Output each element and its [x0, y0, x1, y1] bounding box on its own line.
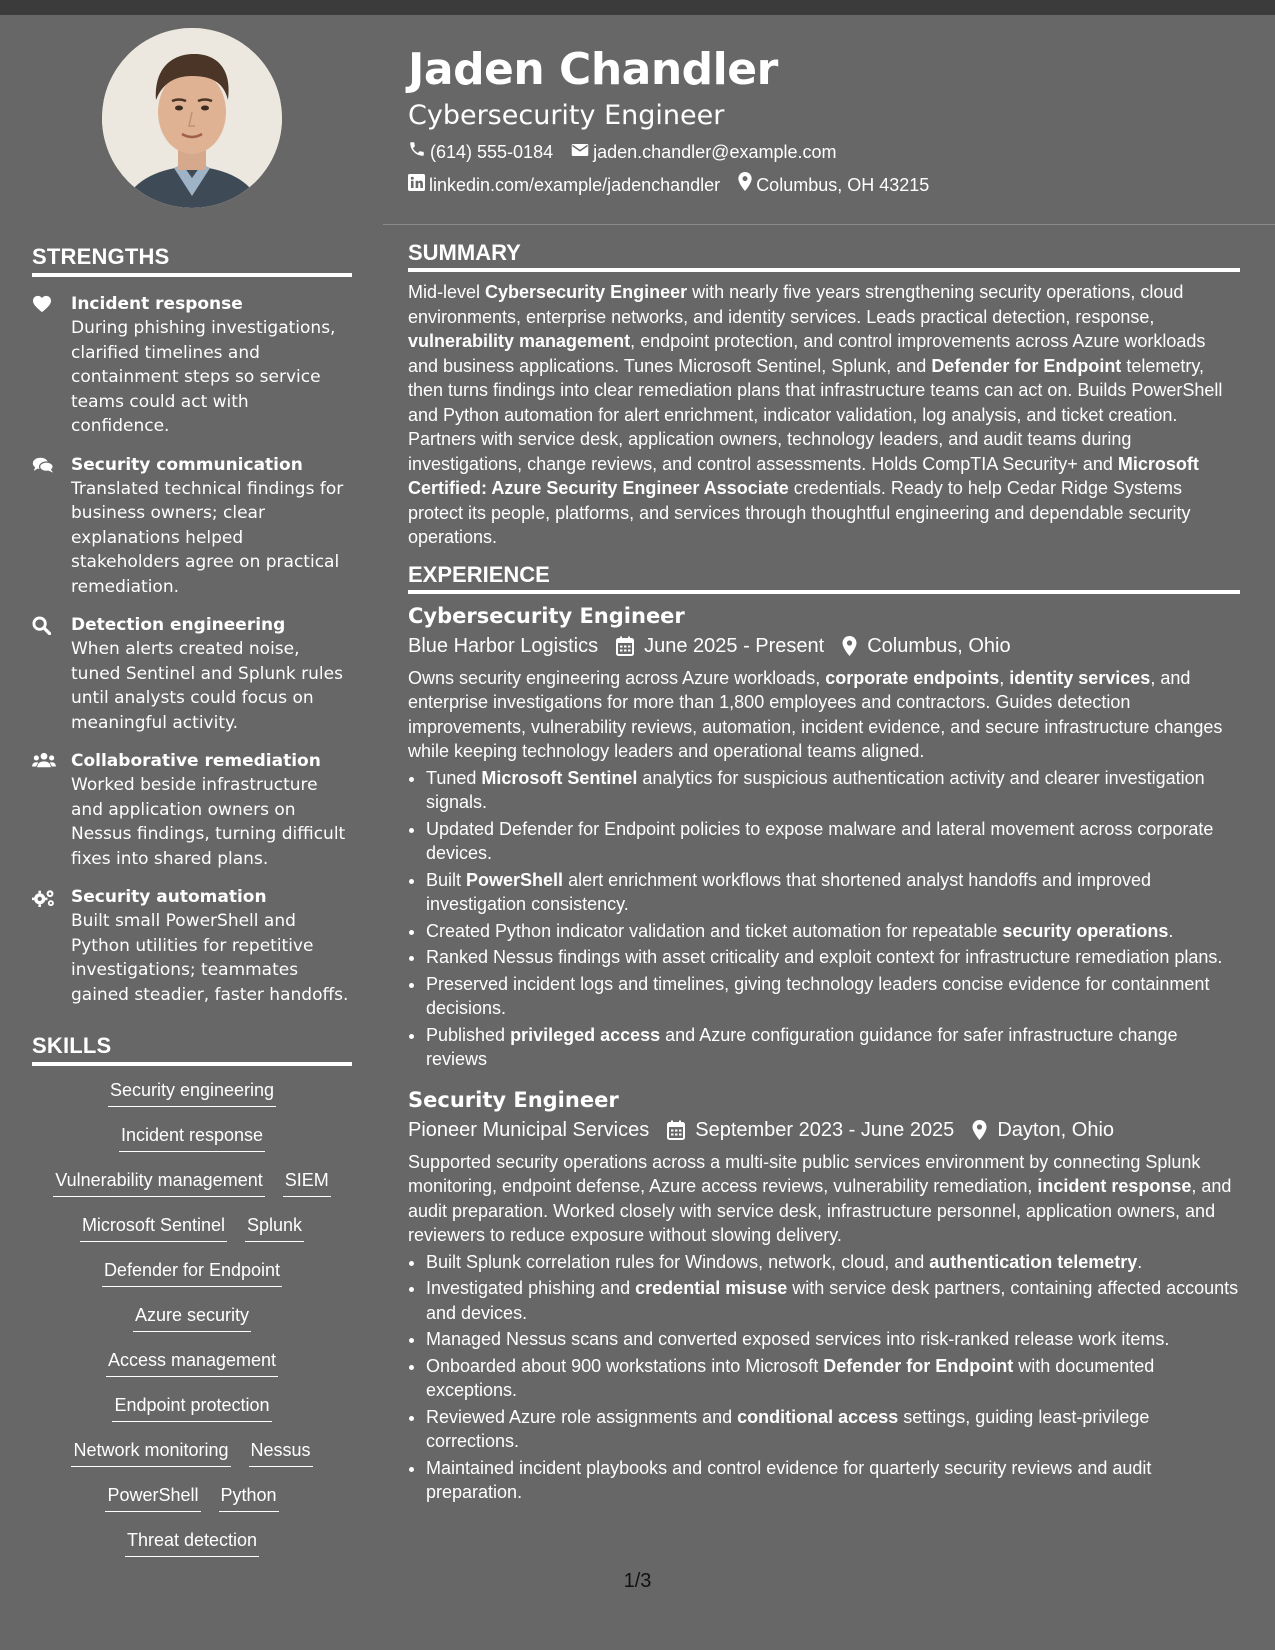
skill-tag: Splunk [245, 1213, 304, 1242]
bold-keyword: incident response [1037, 1176, 1192, 1196]
skill-row [32, 1393, 352, 1438]
main-content [408, 240, 1240, 1507]
strength-item [32, 885, 352, 1007]
phone-number: (614) 555-0184 [430, 142, 554, 162]
job-bullet: • Maintained incident playbooks and control evidence for quarterly security reviews and audit preparation. [426, 1456, 1240, 1505]
job-entry [408, 602, 1240, 1072]
job-bullet: • Ranked Nessus findings with asset criticality and exploit context for infrastructure remediation plans. [426, 945, 1240, 970]
company-name: Blue Harbor Logistics [408, 634, 599, 657]
linkedin-icon [408, 173, 429, 197]
contact-row-2 [408, 172, 1248, 197]
skill-tag: PowerShell [105, 1483, 200, 1512]
bold-keyword: Defender for Endpoint [823, 1355, 1014, 1376]
job-bullet: • Built Splunk correlation rules for Windows, network, cloud, and authentication telemetry. [426, 1250, 1240, 1275]
skill-row [32, 1123, 352, 1168]
skill-row [32, 1303, 352, 1348]
job-bullet: • Investigated phishing and credential misuse with service desk partners, containing affected accounts and devices. [426, 1276, 1240, 1325]
bold-keyword: Microsoft Sentinel [481, 767, 638, 788]
skill-tag: Nessus [249, 1438, 313, 1467]
strength-title: Security automation [71, 887, 267, 907]
candidate-title: Cybersecurity Engineer [408, 100, 725, 131]
skill-row [32, 1078, 352, 1123]
job-location: Dayton, Ohio [997, 1118, 1115, 1141]
bold-keyword: Cybersecurity Engineer [485, 282, 688, 302]
skill-row [32, 1258, 352, 1303]
job-bullet: • Managed Nessus scans and converted exposed services into risk-ranked release work items. [426, 1327, 1240, 1352]
skill-tag: Vulnerability management [53, 1168, 264, 1197]
summary-heading: SUMMARY [408, 240, 1240, 272]
job-dates: June 2025 - Present [644, 634, 825, 657]
calendar-icon [616, 636, 644, 656]
page-number: 1/3 [623, 1570, 652, 1592]
company-name: Pioneer Municipal Services [408, 1118, 650, 1141]
skill-tag: SIEM [283, 1168, 331, 1197]
profile-photo [102, 28, 282, 208]
bold-keyword: security operations [1002, 920, 1169, 941]
job-title: Cybersecurity Engineer [408, 603, 685, 628]
bold-keyword: authentication telemetry [929, 1251, 1138, 1272]
bold-keyword: Microsoft Certified: Azure Security Engineer Associate [408, 453, 1199, 498]
skills-heading: SKILLS [32, 1033, 352, 1066]
strength-description: Translated technical findings for business owners; clear explanations helped stakeholders agree on practical remediation. [71, 478, 344, 597]
skill-tag: Incident response [119, 1123, 265, 1152]
bold-keyword: identity services [1009, 667, 1151, 688]
skill-row [32, 1213, 352, 1258]
skill-tag: Azure security [133, 1303, 251, 1332]
header-divider [383, 224, 1275, 225]
skill-tag: Threat detection [125, 1528, 259, 1557]
top-bar [0, 0, 1275, 15]
candidate-name: Jaden Chandler [408, 44, 778, 95]
experience-heading: EXPERIENCE [408, 562, 1240, 594]
job-bullet: • Preserved incident logs and timelines, giving technology leaders concise evidence for containment decisions. [426, 972, 1240, 1021]
sidebar [32, 28, 352, 1573]
calendar-icon [667, 1120, 695, 1140]
chat-icon [32, 456, 54, 474]
strength-title: Incident response [71, 294, 243, 314]
bold-keyword: vulnerability management [408, 331, 631, 351]
phone-icon [408, 140, 430, 164]
job-bullet: • Created Python indicator validation and ticket automation for repeatable security operations. [426, 919, 1240, 944]
job-bullets [408, 1250, 1240, 1505]
bold-keyword: privileged access [510, 1024, 661, 1045]
bold-keyword: conditional access [737, 1406, 899, 1427]
linkedin-link[interactable]: linkedin.com/example/jadenchandler [429, 174, 721, 195]
strength-description: Built small PowerShell and Python utilities for repetitive investigations; teammates gained steadier, faster handoffs. [71, 911, 349, 1005]
bold-keyword: Defender for Endpoint [931, 355, 1122, 376]
skill-tag: Microsoft Sentinel [80, 1213, 227, 1242]
job-bullets [408, 766, 1240, 1072]
bold-keyword: credential misuse [635, 1278, 788, 1298]
contact-row-1 [408, 140, 1248, 164]
bold-keyword: PowerShell [466, 869, 564, 890]
skill-tag: Python [219, 1483, 279, 1512]
job-bullet: • Published privileged access and Azure configuration guidance for safer infrastructure change reviews [426, 1023, 1240, 1072]
map-pin-icon [738, 172, 756, 197]
map-pin-icon [842, 636, 867, 656]
skill-tag: Defender for Endpoint [102, 1258, 282, 1287]
job-title: Security Engineer [408, 1087, 619, 1112]
strength-item [32, 613, 352, 735]
map-pin-icon [972, 1120, 997, 1140]
location-text: Columbus, OH 43215 [756, 174, 930, 195]
heart-icon [32, 295, 54, 313]
job-bullet: • Updated Defender for Endpoint policies to expose malware and lateral movement across corporate devices. [426, 817, 1240, 866]
bold-keyword: corporate endpoints [825, 667, 1000, 688]
strength-description: Worked beside infrastructure and application owners on Nessus findings, turning difficult fixes into shared plans. [71, 775, 346, 869]
summary-text: Mid-level Cybersecurity Engineer with nearly five years strengthening security operations, cloud environments, enterprise networks, and identity services. Leads practical detection, response, vulnerability management, endpoint protection, and control improvements across Azure workloads and business applications. Tunes Microsoft Sentinel, Splunk, and Defender for Endpoint telemetry, then turns findings into clear remediation plans that infrastructure teams can act on. Builds PowerShell and Python automation for alert enrichment, indicator validation, log analysis, and ticket creation. Partners with service desk, application owners, technology leaders, and audit teams during investigations, change reviews, and control assessments. Holds CompTIA Security+ and Microsoft Certified: Azure Security Engineer Associate credentials. Ready to help Cedar Ridge Systems protect its people, platforms, and services through thoughtful engineering and dependable security operations. [408, 282, 1223, 547]
skill-tag: Endpoint protection [112, 1393, 271, 1422]
email-link[interactable]: jaden.chandler@example.com [593, 142, 837, 162]
job-bullet: • Reviewed Azure role assignments and conditional access settings, guiding least-privilege corrections. [426, 1405, 1240, 1454]
users-icon [32, 752, 54, 770]
strength-title: Collaborative remediation [71, 751, 321, 771]
job-description: Owns security engineering across Azure workloads, corporate endpoints, identity services, and enterprise investigations for more than 1,800 employees and contractors. Guides detection improvements, vulnerability reviews, automation, incident evidence, and secure infrastructure changes while keeping technology leaders and operational teams aligned. [408, 667, 1223, 761]
experience-list [408, 602, 1240, 1505]
linkedin-contact[interactable] [408, 173, 720, 197]
strengths-list [32, 292, 352, 1007]
skill-row [32, 1348, 352, 1393]
job-bullet: • Onboarded about 900 workstations into Microsoft Defender for Endpoint with documented exceptions. [426, 1354, 1240, 1403]
job-dates: September 2023 - June 2025 [695, 1118, 955, 1141]
skills-list [32, 1078, 352, 1573]
skill-row [32, 1483, 352, 1528]
strength-description: During phishing investigations, clarified timelines and containment steps so service teams could act with confidence. [71, 318, 336, 436]
strength-title: Security communication [71, 454, 303, 475]
job-location: Columbus, Ohio [867, 634, 1011, 657]
strength-description: When alerts created noise, tuned Sentinel and Splunk rules until analysts could focus on meaningful activity. [71, 639, 343, 733]
resume-header [408, 42, 1248, 197]
phone-contact [408, 140, 553, 164]
search-icon [32, 616, 54, 634]
skill-row [32, 1438, 352, 1483]
job-bullet: • Tuned Microsoft Sentinel analytics for suspicious authentication activity and clearer investigation signals. [426, 766, 1240, 815]
skill-row [32, 1528, 352, 1573]
skill-row [32, 1168, 352, 1213]
strength-item [32, 749, 352, 871]
job-meta [408, 632, 1240, 660]
gears-icon [32, 888, 54, 906]
job-entry [408, 1086, 1240, 1505]
envelope-icon [571, 140, 593, 164]
skill-tag: Security engineering [108, 1078, 276, 1107]
skill-tag: Network monitoring [71, 1438, 230, 1467]
strength-item [32, 453, 352, 600]
job-bullet: • Built PowerShell alert enrichment workflows that shortened analyst handoffs and improved investigation consistency. [426, 868, 1240, 917]
strengths-heading: STRENGTHS [32, 244, 352, 277]
email-contact[interactable] [571, 140, 836, 164]
location-contact [738, 172, 929, 197]
strength-item [32, 292, 352, 439]
skill-tag: Access management [106, 1348, 278, 1377]
job-description: Supported security operations across a multi-site public services environment by connecting Splunk monitoring, endpoint defense, Azure access reviews, vulnerability remediation, incident response, and audit preparation. Worked closely with service desk, infrastructure personnel, application owners, and reviewers to reduce exposure without slowing delivery. [408, 1151, 1232, 1245]
strength-title: Detection engineering [71, 615, 286, 635]
job-meta [408, 1116, 1240, 1144]
